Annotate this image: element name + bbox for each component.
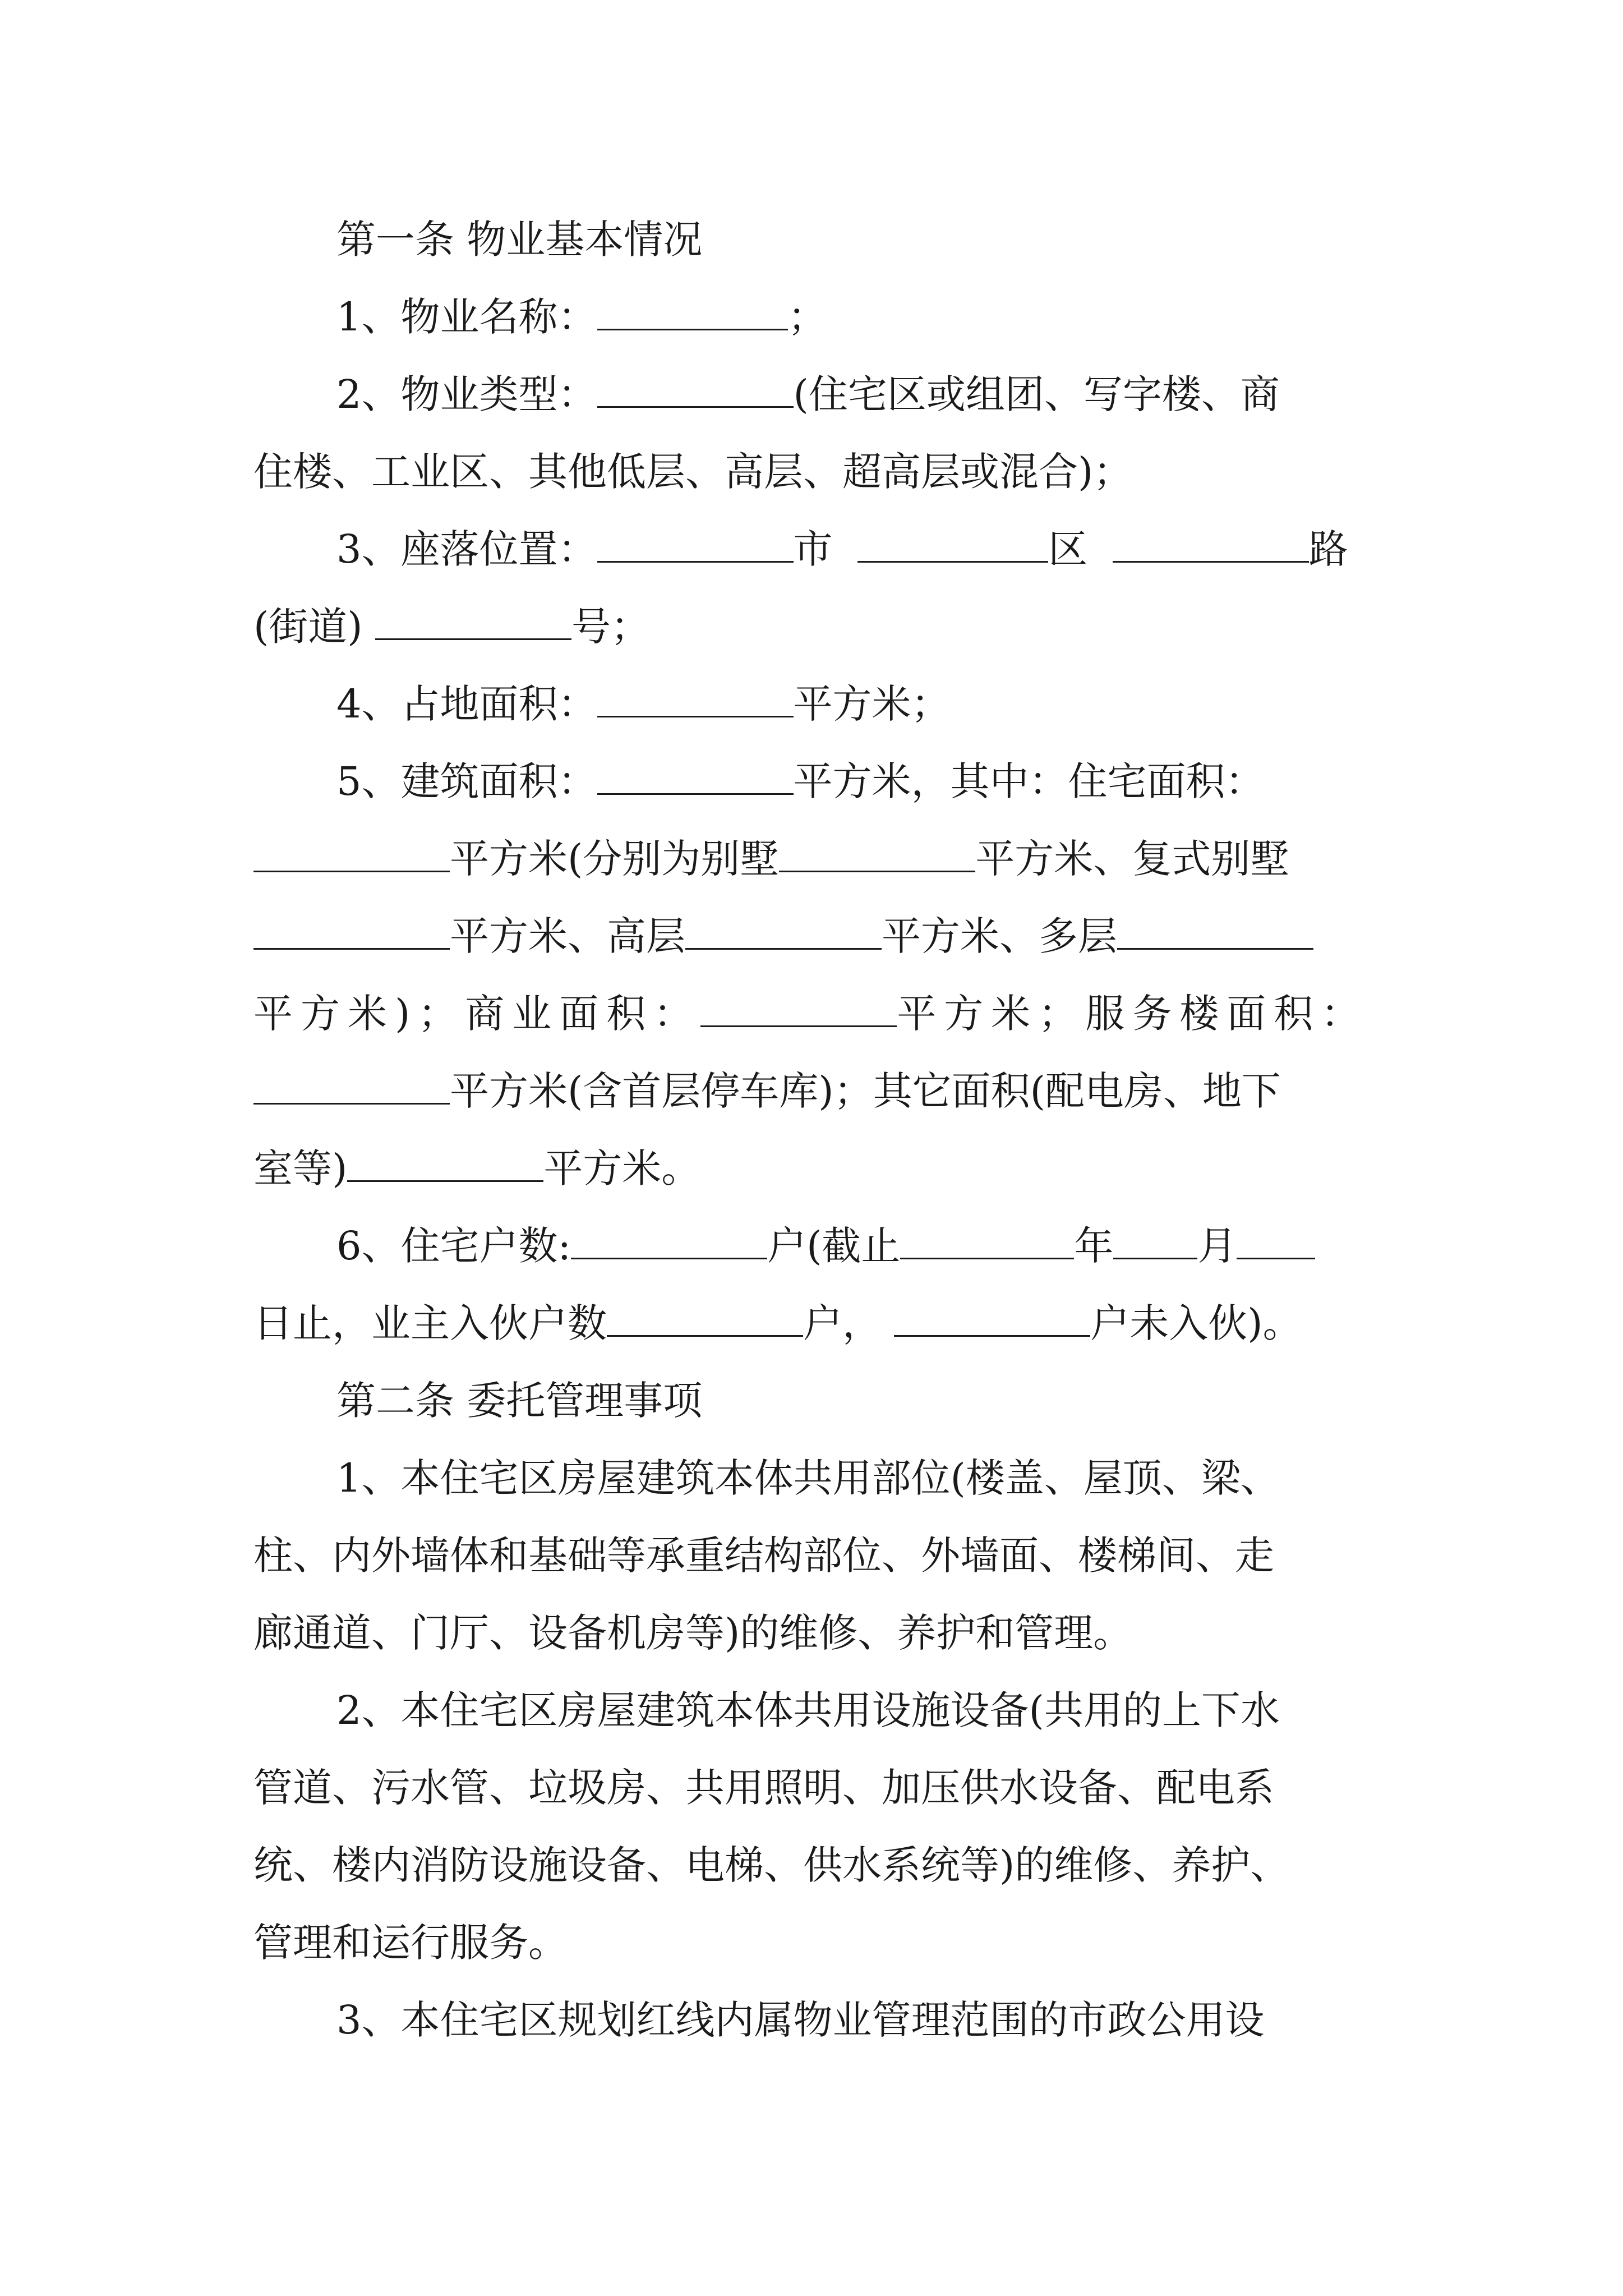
moved-in-blank[interactable] bbox=[607, 1299, 803, 1337]
label: 1、物业名称： bbox=[336, 294, 597, 340]
article-1-heading bbox=[336, 209, 1464, 270]
day-blank[interactable] bbox=[1237, 1222, 1315, 1259]
building-area-line-3 bbox=[253, 905, 1381, 967]
text: 平方米，其中：住宅面积： bbox=[793, 758, 1265, 804]
year-blank[interactable] bbox=[900, 1222, 1074, 1259]
item-2-line-2 bbox=[253, 1757, 1381, 1819]
item-2-line-4 bbox=[253, 1912, 1381, 1973]
heading-text: 第二条 委托管理事项 bbox=[336, 1378, 703, 1424]
text: 户(截止 bbox=[767, 1223, 901, 1269]
property-type-blank[interactable] bbox=[597, 370, 794, 408]
text: 月 bbox=[1197, 1223, 1237, 1269]
text: 3、本住宅区规划红线内属物业管理范围的市政公用设 bbox=[336, 1997, 1265, 2043]
property-type-line-cont bbox=[253, 441, 1381, 503]
text: 年 bbox=[1074, 1223, 1114, 1269]
label: 3、座落位置： bbox=[336, 526, 597, 572]
item-3-line-1 bbox=[336, 1989, 1464, 2051]
road-blank[interactable] bbox=[1113, 525, 1309, 563]
other-area-blank[interactable] bbox=[347, 1144, 543, 1182]
text: 平方米、高层 bbox=[450, 913, 685, 959]
residential-area-blank[interactable] bbox=[253, 835, 450, 872]
building-area-line-2 bbox=[253, 828, 1381, 890]
text: 市 bbox=[793, 526, 833, 572]
label: 2、物业类型： bbox=[336, 371, 597, 417]
text: (街道) bbox=[253, 604, 363, 650]
text: 平方米、多层 bbox=[882, 913, 1117, 959]
text: (住宅区或组团、写字楼、商 bbox=[793, 371, 1280, 417]
item-2-line-3 bbox=[253, 1834, 1381, 1896]
number-blank[interactable] bbox=[375, 602, 571, 640]
property-name-blank[interactable] bbox=[597, 293, 788, 330]
land-area-blank[interactable] bbox=[597, 680, 794, 717]
commercial-area-blank[interactable] bbox=[700, 990, 897, 1027]
text: 区 bbox=[1048, 526, 1088, 572]
households-line-cont bbox=[253, 1292, 1381, 1354]
heading-text: 第一条 物业基本情况 bbox=[336, 217, 703, 263]
building-area-line-6 bbox=[253, 1138, 1381, 1199]
text: 管道、污水管、垃圾房、共用照明、加压供水设备、配电系 bbox=[253, 1765, 1274, 1811]
text: 廊通道、门厅、设备机房等)的维修、养护和管理。 bbox=[253, 1610, 1133, 1656]
text: 室等) bbox=[253, 1145, 348, 1191]
text: 住楼、工业区、其他低层、高层、超高层或混合)； bbox=[253, 449, 1133, 495]
item-1-line-2 bbox=[253, 1525, 1381, 1586]
land-area-line bbox=[336, 673, 1464, 735]
month-blank[interactable] bbox=[1113, 1222, 1197, 1259]
highrise-area-blank[interactable] bbox=[685, 912, 882, 950]
text: 管理和运行服务。 bbox=[253, 1920, 568, 1966]
text: 1、本住宅区房屋建筑本体共用部位(楼盖、屋顶、梁、 bbox=[336, 1455, 1280, 1501]
city-blank[interactable] bbox=[597, 525, 794, 563]
label: 6、住宅户数: bbox=[336, 1223, 571, 1269]
location-line bbox=[336, 518, 1381, 580]
text: 平方米、复式别墅 bbox=[975, 836, 1290, 882]
property-type-line bbox=[336, 364, 1381, 425]
text: 号； bbox=[571, 604, 650, 650]
text: 平方米；服务楼面积： bbox=[897, 991, 1368, 1037]
text: 统、楼内消防设施设备、电梯、供水系统等)的维修、养护、 bbox=[253, 1842, 1290, 1888]
item-2-line-1 bbox=[336, 1680, 1464, 1741]
text: 平方米； bbox=[793, 681, 951, 727]
text: 日止，业主入伙户数 bbox=[253, 1300, 607, 1346]
duplex-area-blank[interactable] bbox=[253, 912, 450, 950]
text: 户， bbox=[803, 1300, 882, 1346]
households-line bbox=[336, 1215, 1381, 1277]
households-blank[interactable] bbox=[571, 1222, 767, 1259]
article-2-heading bbox=[336, 1370, 1464, 1432]
label: 5、建筑面积： bbox=[336, 758, 597, 804]
district-blank[interactable] bbox=[857, 525, 1048, 563]
text: 柱、内外墙体和基础等承重结构部位、外墙面、楼梯间、走 bbox=[253, 1533, 1274, 1579]
label: 4、占地面积： bbox=[336, 681, 597, 727]
not-moved-in-blank[interactable] bbox=[894, 1299, 1090, 1337]
building-area-line-4 bbox=[253, 983, 1381, 1045]
service-area-blank[interactable] bbox=[253, 1067, 450, 1105]
text: 平方米。 bbox=[543, 1145, 701, 1191]
text: 户未入伙)。 bbox=[1090, 1300, 1302, 1346]
item-1-line-3 bbox=[253, 1602, 1381, 1664]
building-area-line bbox=[336, 751, 1381, 812]
text: 路 bbox=[1308, 526, 1348, 572]
multistory-area-blank[interactable] bbox=[1117, 912, 1313, 950]
building-area-blank[interactable] bbox=[597, 757, 794, 795]
text: 2、本住宅区房屋建筑本体共用设施设备(共用的上下水 bbox=[336, 1687, 1280, 1733]
punct: ； bbox=[787, 294, 827, 340]
text: 平方米)；商业面积： bbox=[253, 991, 701, 1037]
item-1-line-1 bbox=[336, 1447, 1402, 1509]
property-name-line bbox=[336, 286, 1464, 348]
building-area-line-5 bbox=[253, 1060, 1381, 1122]
villa-area-blank[interactable] bbox=[779, 835, 975, 872]
location-line-cont bbox=[253, 596, 1381, 657]
text: 平方米(分别为别墅 bbox=[450, 836, 780, 882]
text: 平方米(含首层停车库)；其它面积(配电房、地下 bbox=[450, 1068, 1281, 1114]
